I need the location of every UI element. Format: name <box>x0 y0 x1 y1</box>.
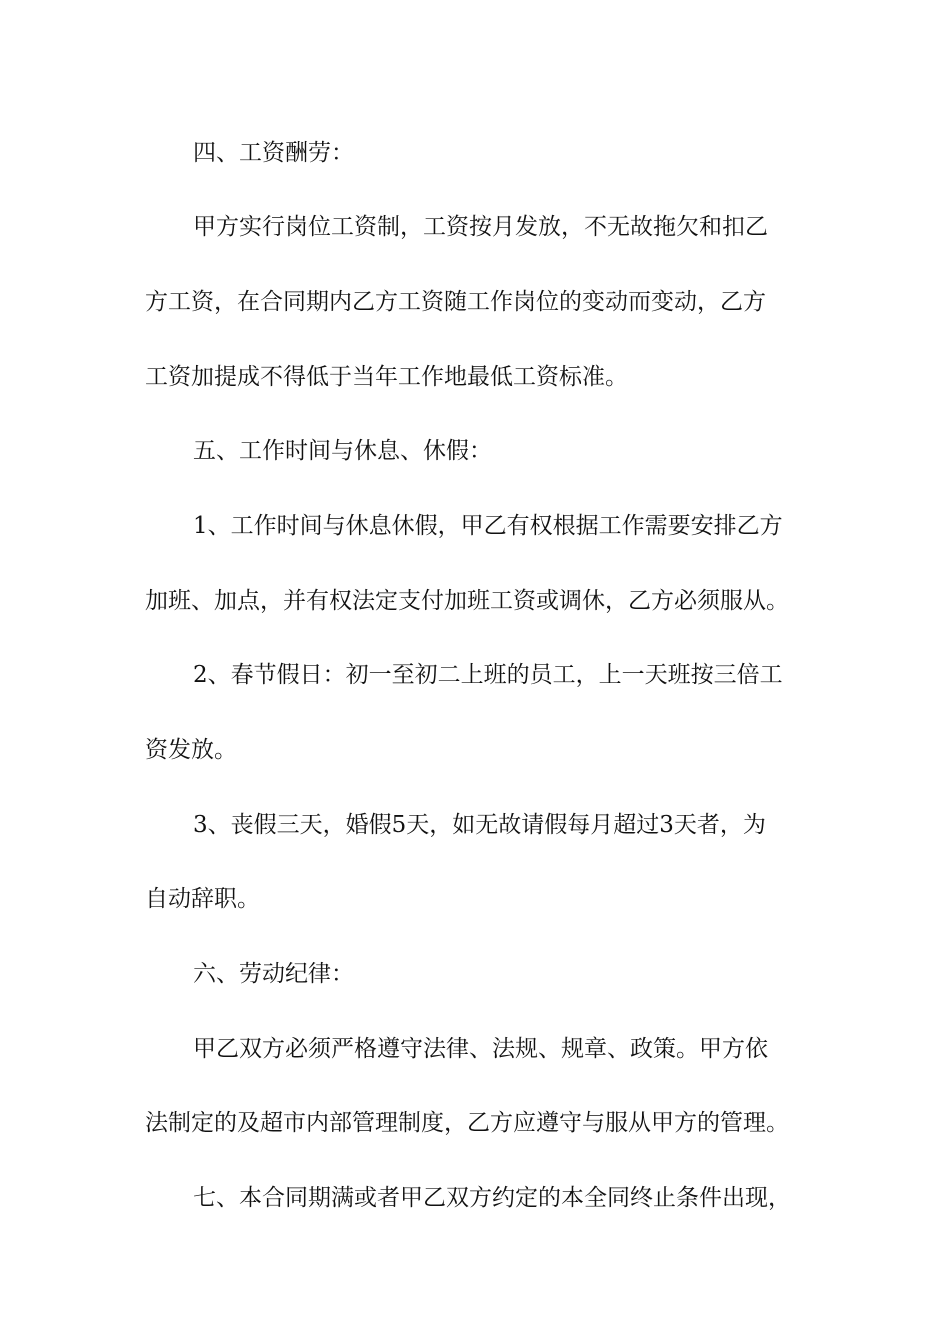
paragraph-line: 方工资，在合同期内乙方工资随工作岗位的变动而变动，乙方 <box>145 289 766 315</box>
paragraph-line: 资发放。 <box>145 737 237 763</box>
paragraph-line: 2、春节假日：初一至初二上班的员工，上一天班按三倍工 <box>193 662 783 688</box>
paragraph-line: 自动辞职。 <box>145 886 260 912</box>
heading-section-5: 五、工作时间与休息、休假： <box>193 438 492 464</box>
paragraph-line: 七、本合同期满或者甲乙双方约定的本全同终止条件出现， <box>193 1185 791 1211</box>
paragraph-line: 甲方实行岗位工资制，工资按月发放，不无故拖欠和扣乙 <box>193 214 768 240</box>
heading-section-6: 六、劳动纪律： <box>193 961 354 987</box>
heading-section-4: 四、工资酬劳： <box>193 140 354 166</box>
paragraph-line: 加班、加点，并有权法定支付加班工资或调休，乙方必须服从。 <box>145 588 789 614</box>
paragraph-line: 工资加提成不得低于当年工作地最低工资标准。 <box>145 364 628 390</box>
paragraph-line: 1、工作时间与休息休假，甲乙有权根据工作需要安排乙方 <box>193 513 783 539</box>
paragraph-line: 法制定的及超市内部管理制度，乙方应遵守与服从甲方的管理。 <box>145 1110 789 1136</box>
paragraph-line: 3、丧假三天，婚假5天，如无故请假每月超过3天者，为 <box>193 812 766 838</box>
paragraph-line: 甲乙双方必须严格遵守法律、法规、规章、政策。甲方依 <box>193 1036 768 1062</box>
